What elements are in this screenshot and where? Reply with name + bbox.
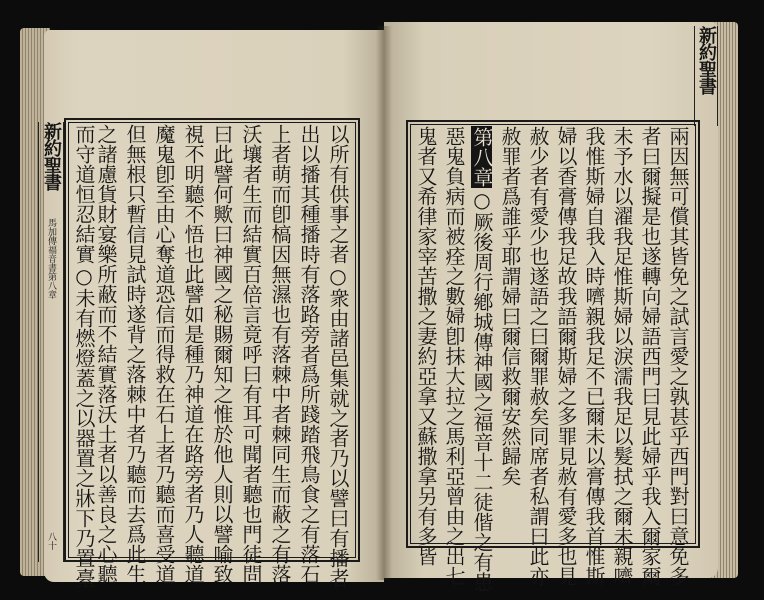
text-column: 而守道恒忍結實○未有燃燈蓋之以器置之牀下乃置臺 [72,124,96,588]
book-gutter [376,26,392,580]
text-column: 曰此譬何歟曰神國之秘賜爾知之惟於他人則以譬喻致 [210,124,234,584]
text-column: 出以播其種播時有落路旁者爲所踐踏飛鳥食之有落石 [297,124,321,584]
running-subtitle: 馬加傳福音書第八章 [46,218,56,299]
text-column: 赦罪者爲誰乎耶謂婦曰爾信救爾安然歸矣 [498,126,522,486]
left-running-head [38,122,64,562]
text-column: 惡鬼負病而被痊之數婦卽抹大拉之馬利亞曾由之出七 [442,126,466,586]
text-column: 之諸慮貨財宴樂所蔽而不結實落沃土者以善良之心聽 [94,124,118,584]
text-column: 鬼者又希律家宰苦撒之妻約亞拿又蘇撒拿另有多皆 [414,126,438,566]
running-title: 新約聖書 [41,122,62,190]
text-column: 視不明聽不悟也此譬如是種乃神道在路旁者乃人聽道 [181,124,205,584]
running-title: 新約聖書 [696,26,717,94]
text-column: 未予水以濯我足惟斯婦以淚濡我足以髮拭之爾未親嚌 [610,126,634,586]
text-column: 沃壤者生而結實百倍言竟呼曰有耳可聞者聽也門徒問 [239,124,263,584]
folio-number: 八十 [46,532,56,550]
text-column: 者曰爾擬是也遂轉向婦語西門曰見此婦乎我入爾家爾 [638,126,662,586]
text-column: 赦少者有愛少也遂語之曰爾罪赦矣同席者私謂曰此亦 [526,126,550,586]
chapter-heading: 第八章 [470,127,494,187]
text-column: 魔鬼卽至由心奪道恐信而得救在石上者乃聽而喜受道 [152,124,176,584]
right-running-head [694,26,718,126]
text-column: 以所有供事之者○衆由諸邑集就之者乃以譬曰有播者 [326,124,350,588]
text-column: 我惟斯婦自我入時嚌親我足不已爾未以膏傳我首惟斯 [582,126,606,586]
text-column: 婦以香膏傳我足故我語爾斯婦之多罪見赦有愛多也見 [554,126,578,586]
text-column: 但無根只暫信見試時遂背之落棘中者乃聽而去爲此生 [123,124,147,584]
text-column-rest: ○厥後周行鄕城傳神國之福音十二徒偕之有患 [470,188,494,592]
text-column: 上者萌而卽槁因無濕也有落棘中者棘同生而蔽之有落 [268,124,292,584]
text-column: 兩因無可償其皆免之試言愛之孰甚乎西門對曰意免多 [666,126,690,586]
text-column-chapter [466,126,492,592]
